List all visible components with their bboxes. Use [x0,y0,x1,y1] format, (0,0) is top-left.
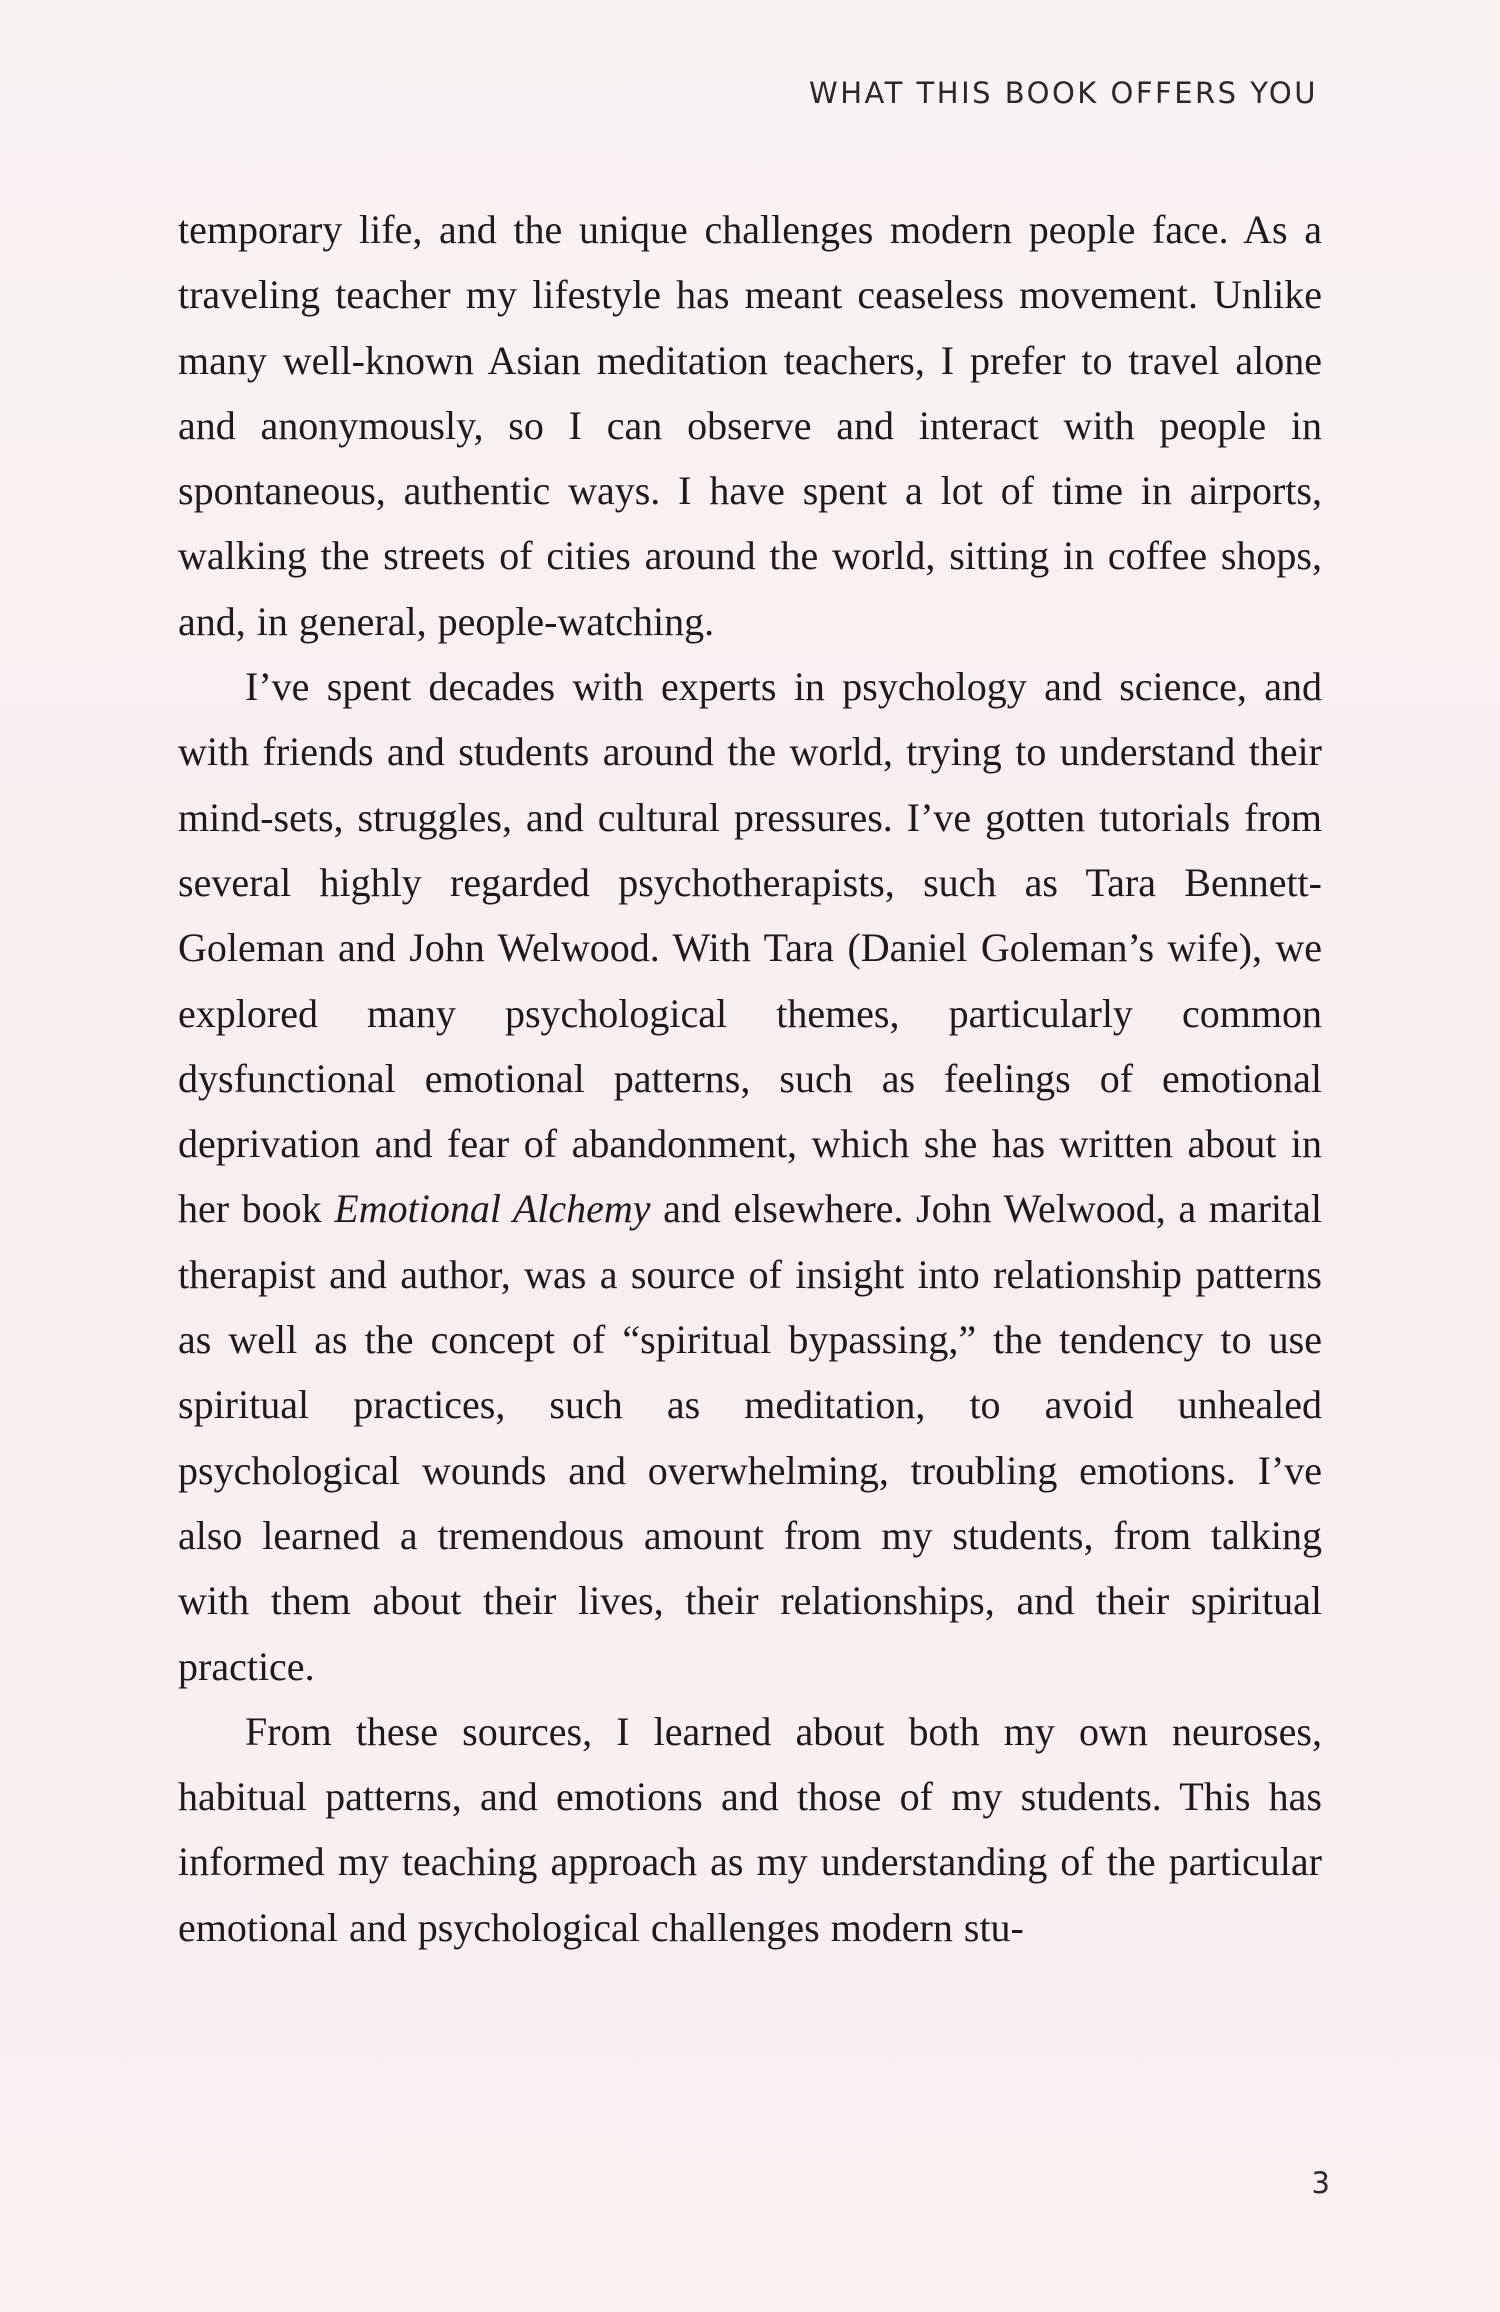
running-head: WHAT THIS BOOK OFFERS YOU [809,76,1318,110]
book-title-emphasis: Emotional Alchemy [334,1186,651,1232]
paragraph-1-text: temporary life, and the unique challenges modern people face. As a traveling teacher my lifestyle has meant ceaseless movement. Unlike many well-known Asian meditation teachers, I prefer to travel alone and anonymously, so I can observe and interact with people in spontaneous, authentic ways. I have spent a lot of time in airports, walking the streets of cities around the world, sitting in coffee shops, and, in general, people-watching. [178,207,1322,644]
paragraph-2-text-end: and elsewhere. John Welwood, a marital therapist and author, was a source of insight into relationship patterns as well as the concept of “spiritual bypassing,” the tendency to use spiritual practices, such as meditation, to avoid unhealed psychological wounds and overwhelming, troubling emotions. I’ve also learned a tremendous amount from my students, from talking with them about their lives, their relationships, and their spiritual practice. [178,1186,1323,1689]
body-text [178,197,1322,1960]
paragraph-1 [178,197,1322,654]
paragraph-2 [178,654,1322,1699]
paragraph-2-text-start: I’ve spent decades with experts in psychology and science, and with friends and students around the world, trying to understand their mind-sets, struggles, and cultural pressures. I’ve gotten tutorials from several highly regarded psychotherapists, such as Tara Bennett-Goleman and John Welwood. With Tara (Daniel Goleman’s wife), we explored many psychological themes, particularly common dysfunctional emotional patterns, such as feelings of emotional deprivation and fear of abandonment, which she has written about in her book [178,664,1322,1232]
page-number: 3 [1311,2166,1330,2200]
paragraph-3 [178,1699,1322,1960]
paragraph-3-text: From these sources, I learned about both my own neuroses, habitual patterns, and emotions and those of my students. This has informed my teaching approach as my understanding of the particular emotional and psychological challenges modern stu- [178,1708,1322,1950]
